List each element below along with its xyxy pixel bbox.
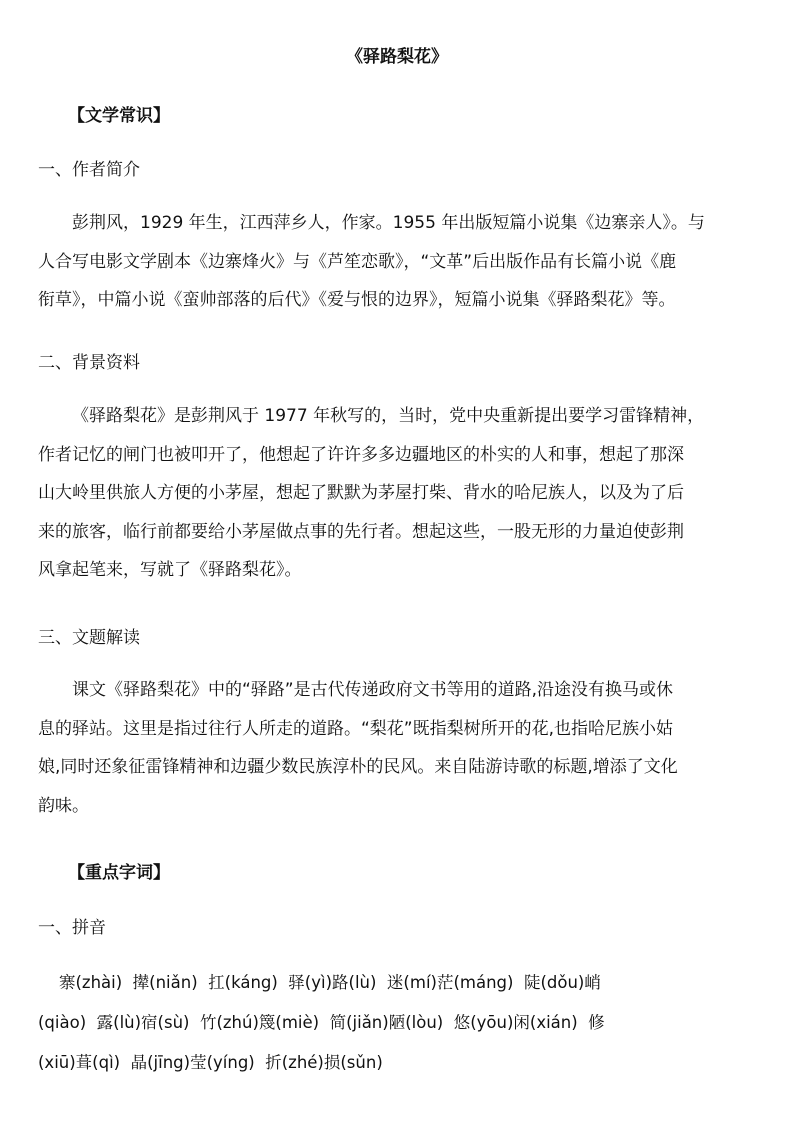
text-line: 彭荆风，1929 年生，江西萍乡人，作家。1955 年出版短篇小说集《边寨亲人》。与 [72,213,705,233]
text-line: 风拿起笔来，写就了《驿路梨花》。 [38,560,302,580]
section-label-literary-knowledge: 【文学常识】 [68,106,170,126]
pinyin-line: (qiào) 露(lù)宿(sù) 竹(zhú)篾(miè) 简(jiǎn)陋(lòu) 悠(yōu)闲(xián) 修 [38,1013,605,1032]
pinyin-line: (xiū)葺(qì) 晶(jīng)莹(yíng) 折(zhé)损(sǔn) [38,1053,383,1072]
heading-author-intro: 一、作者简介 [38,160,140,180]
heading-title-interpretation: 三、文题解读 [38,628,140,648]
text-line: 人合写电影文学剧本《边寨烽火》与《芦笙恋歌》，“文革”后出版作品有长篇小说《鹿 [38,251,677,272]
heading-pinyin: 一、拼音 [38,918,106,938]
pinyin-line: 寨(zhài) 撵(niǎn) 扛(káng) 驿(yì)路(lù) 迷(mí)茫(máng) 陡(dǒu)峭 [38,973,601,992]
paragraph-title-interpretation [38,671,760,825]
text-line: 作者记忆的闸门也被叩开了，他想起了许许多多边疆地区的朴实的人和事，想起了那深 [38,444,684,465]
paragraph-background [38,397,760,590]
text-line: 山大岭里供旅人方便的小茅屋，想起了默默为茅屋打柴、背水的哈尼族人，以及为了后 [38,483,684,503]
pinyin-list [38,963,760,1083]
heading-background: 二、背景资料 [38,353,140,373]
text-line: 娘,同时还象征雷锋精神和边疆少数民族淳朴的民风。来自陆游诗歌的标题,增添了文化 [38,757,678,777]
text-line: 韵味。 [38,795,89,816]
section-label-key-words: 【重点字词】 [68,863,170,883]
text-line: 息的驿站。这里是指过往行人所走的道路。“梨花”既指梨树所开的花,也指哈尼族小姑 [38,718,674,739]
page-title: 《驿路梨花》 [346,47,448,67]
paragraph-author-intro [38,204,760,320]
text-line: 衔草》，中篇小说《蛮帅部落的后代》《爱与恨的边界》，短篇小说集《驿路梨花》等。 [38,290,676,310]
text-line: 《驿路梨花》是彭荆风于 1977 年秋写的，当时，党中央重新提出要学习雷锋精神， [72,406,705,426]
text-line: 来的旅客，临行前都要给小茅屋做点事的先行者。想起这些，一股无形的力量迫使彭荆 [38,521,684,542]
text-line: 课文《驿路梨花》中的“驿路”是古代传递政府文书等用的道路,沿途没有换马或休 [72,680,674,700]
